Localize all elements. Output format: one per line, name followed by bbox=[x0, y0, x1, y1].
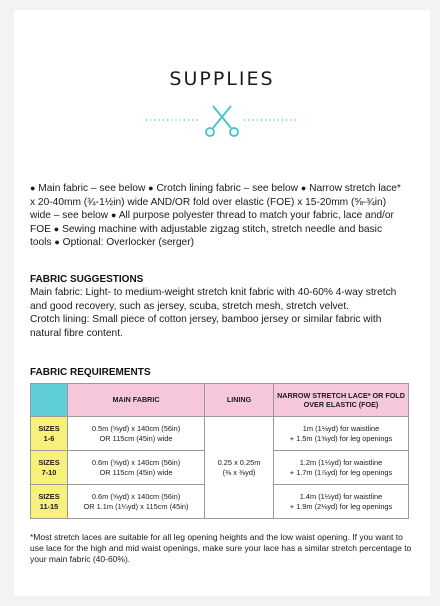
table-row bbox=[31, 417, 409, 451]
main-fabric-cell bbox=[68, 451, 205, 485]
scissors-icon bbox=[206, 106, 238, 136]
size-cell bbox=[31, 451, 68, 485]
supplies-list bbox=[30, 182, 402, 250]
fabric-suggestions-heading: FABRIC SUGGESTIONS bbox=[30, 274, 144, 285]
supplies-item: Narrow stretch lace* x 20-40mm (¾-1½in) wide AND/OR fold over elastic (FOE) x 15-20mm (⅝-¾in) wide – see below bbox=[30, 183, 401, 222]
lace-cell bbox=[274, 417, 409, 451]
main-fabric-line: OR 115cm (45in) wide bbox=[99, 467, 173, 477]
size-cell bbox=[31, 485, 68, 519]
page bbox=[14, 10, 430, 596]
lining-cell bbox=[205, 417, 274, 519]
supplies-item: Optional: Overlocker (serger) bbox=[62, 237, 195, 249]
main-fabric-line: 0.6m (⅝yd) x 140cm (56in) bbox=[91, 458, 181, 468]
bullet: ● bbox=[53, 223, 60, 234]
size-label: SIZES bbox=[38, 424, 60, 434]
fabric-suggestions-text bbox=[30, 286, 410, 340]
lace-line: + 1.5m (1⅝yd) for leg openings bbox=[289, 433, 393, 443]
main-fabric-line: 0.6m (⅝yd) x 140cm (56in) bbox=[91, 492, 181, 502]
lace-line: 1.4m (1½yd) for waistline bbox=[299, 492, 383, 502]
fabric-requirements-heading: FABRIC REQUIREMENTS bbox=[30, 367, 151, 378]
size-label: SIZES bbox=[38, 492, 60, 502]
main-fabric-line: OR 115cm (45in) wide bbox=[99, 433, 173, 443]
crotch-lining-suggestion: Crotch lining: Small piece of cotton jersey, bamboo jersey or similar fabric with natural fibre content. bbox=[30, 314, 382, 339]
size-label: SIZES bbox=[38, 458, 60, 468]
lace-cell bbox=[274, 485, 409, 519]
lining-line: (⅜ x ⅜yd) bbox=[222, 467, 256, 477]
main-fabric-cell bbox=[68, 417, 205, 451]
supplies-item: Main fabric – see below bbox=[38, 183, 146, 194]
scissors-divider bbox=[142, 102, 302, 138]
size-range: 1-6 bbox=[43, 433, 55, 443]
bullet: ● bbox=[300, 183, 307, 193]
lace-line: + 1.7m (1⅞yd) for leg openings bbox=[289, 467, 393, 477]
page-title: SUPPLIES bbox=[169, 68, 275, 90]
supplies-item: Crotch lining fabric – see below bbox=[156, 183, 299, 194]
main-fabric-line: 0.5m (⅝yd) x 140cm (56in) bbox=[91, 424, 181, 434]
lining-line: 0.25 x 0.25m bbox=[217, 458, 261, 468]
size-cell bbox=[31, 417, 68, 451]
column-header-lining: LINING bbox=[205, 384, 274, 417]
lace-line: 1m (1⅛yd) for waistline bbox=[302, 424, 380, 434]
footnote: *Most stretch laces are suitable for all leg opening heights and the low waist opening. If you want to use lace for the high and mid waist openings, make sure your lace has a similar stretch percentage to your main fabric (40-60%). bbox=[30, 532, 412, 564]
column-header-lace-foe: NARROW STRETCH LACE* OR FOLD OVER ELASTIC (FOE) bbox=[274, 384, 409, 417]
lace-line: + 1.9m (2⅛yd) for leg openings bbox=[289, 501, 393, 511]
fabric-requirements-table bbox=[30, 383, 409, 519]
bullet: ● bbox=[111, 210, 117, 221]
bullet: ● bbox=[30, 183, 36, 193]
bullet: ● bbox=[54, 237, 60, 248]
size-range: 7-10 bbox=[41, 467, 57, 477]
supplies-item: Sewing machine with adjustable zigzag stitch, stretch needle and basic tools bbox=[30, 223, 383, 249]
table-corner-cell bbox=[31, 384, 68, 417]
supplies-item: All purpose polyester thread to match your fabric, lace and/or FOE bbox=[30, 210, 394, 235]
bullet: ● bbox=[148, 183, 154, 193]
size-range: 11-15 bbox=[39, 501, 59, 511]
lace-line: 1.2m (1⅓yd) for waistline bbox=[299, 458, 383, 468]
main-fabric-cell bbox=[68, 485, 205, 519]
main-fabric-suggestion: Main fabric: Light- to medium-weight stretch knit fabric with 40-60% 4-way stretch and good recovery, such as jersey, scuba, stretch mesh, stretch velvet. bbox=[30, 287, 397, 312]
lace-cell bbox=[274, 451, 409, 485]
main-fabric-line: OR 1.1m (1¼yd) x 115cm (45in) bbox=[83, 501, 189, 511]
column-header-main-fabric: MAIN FABRIC bbox=[68, 384, 205, 417]
table-header-row bbox=[31, 384, 409, 417]
